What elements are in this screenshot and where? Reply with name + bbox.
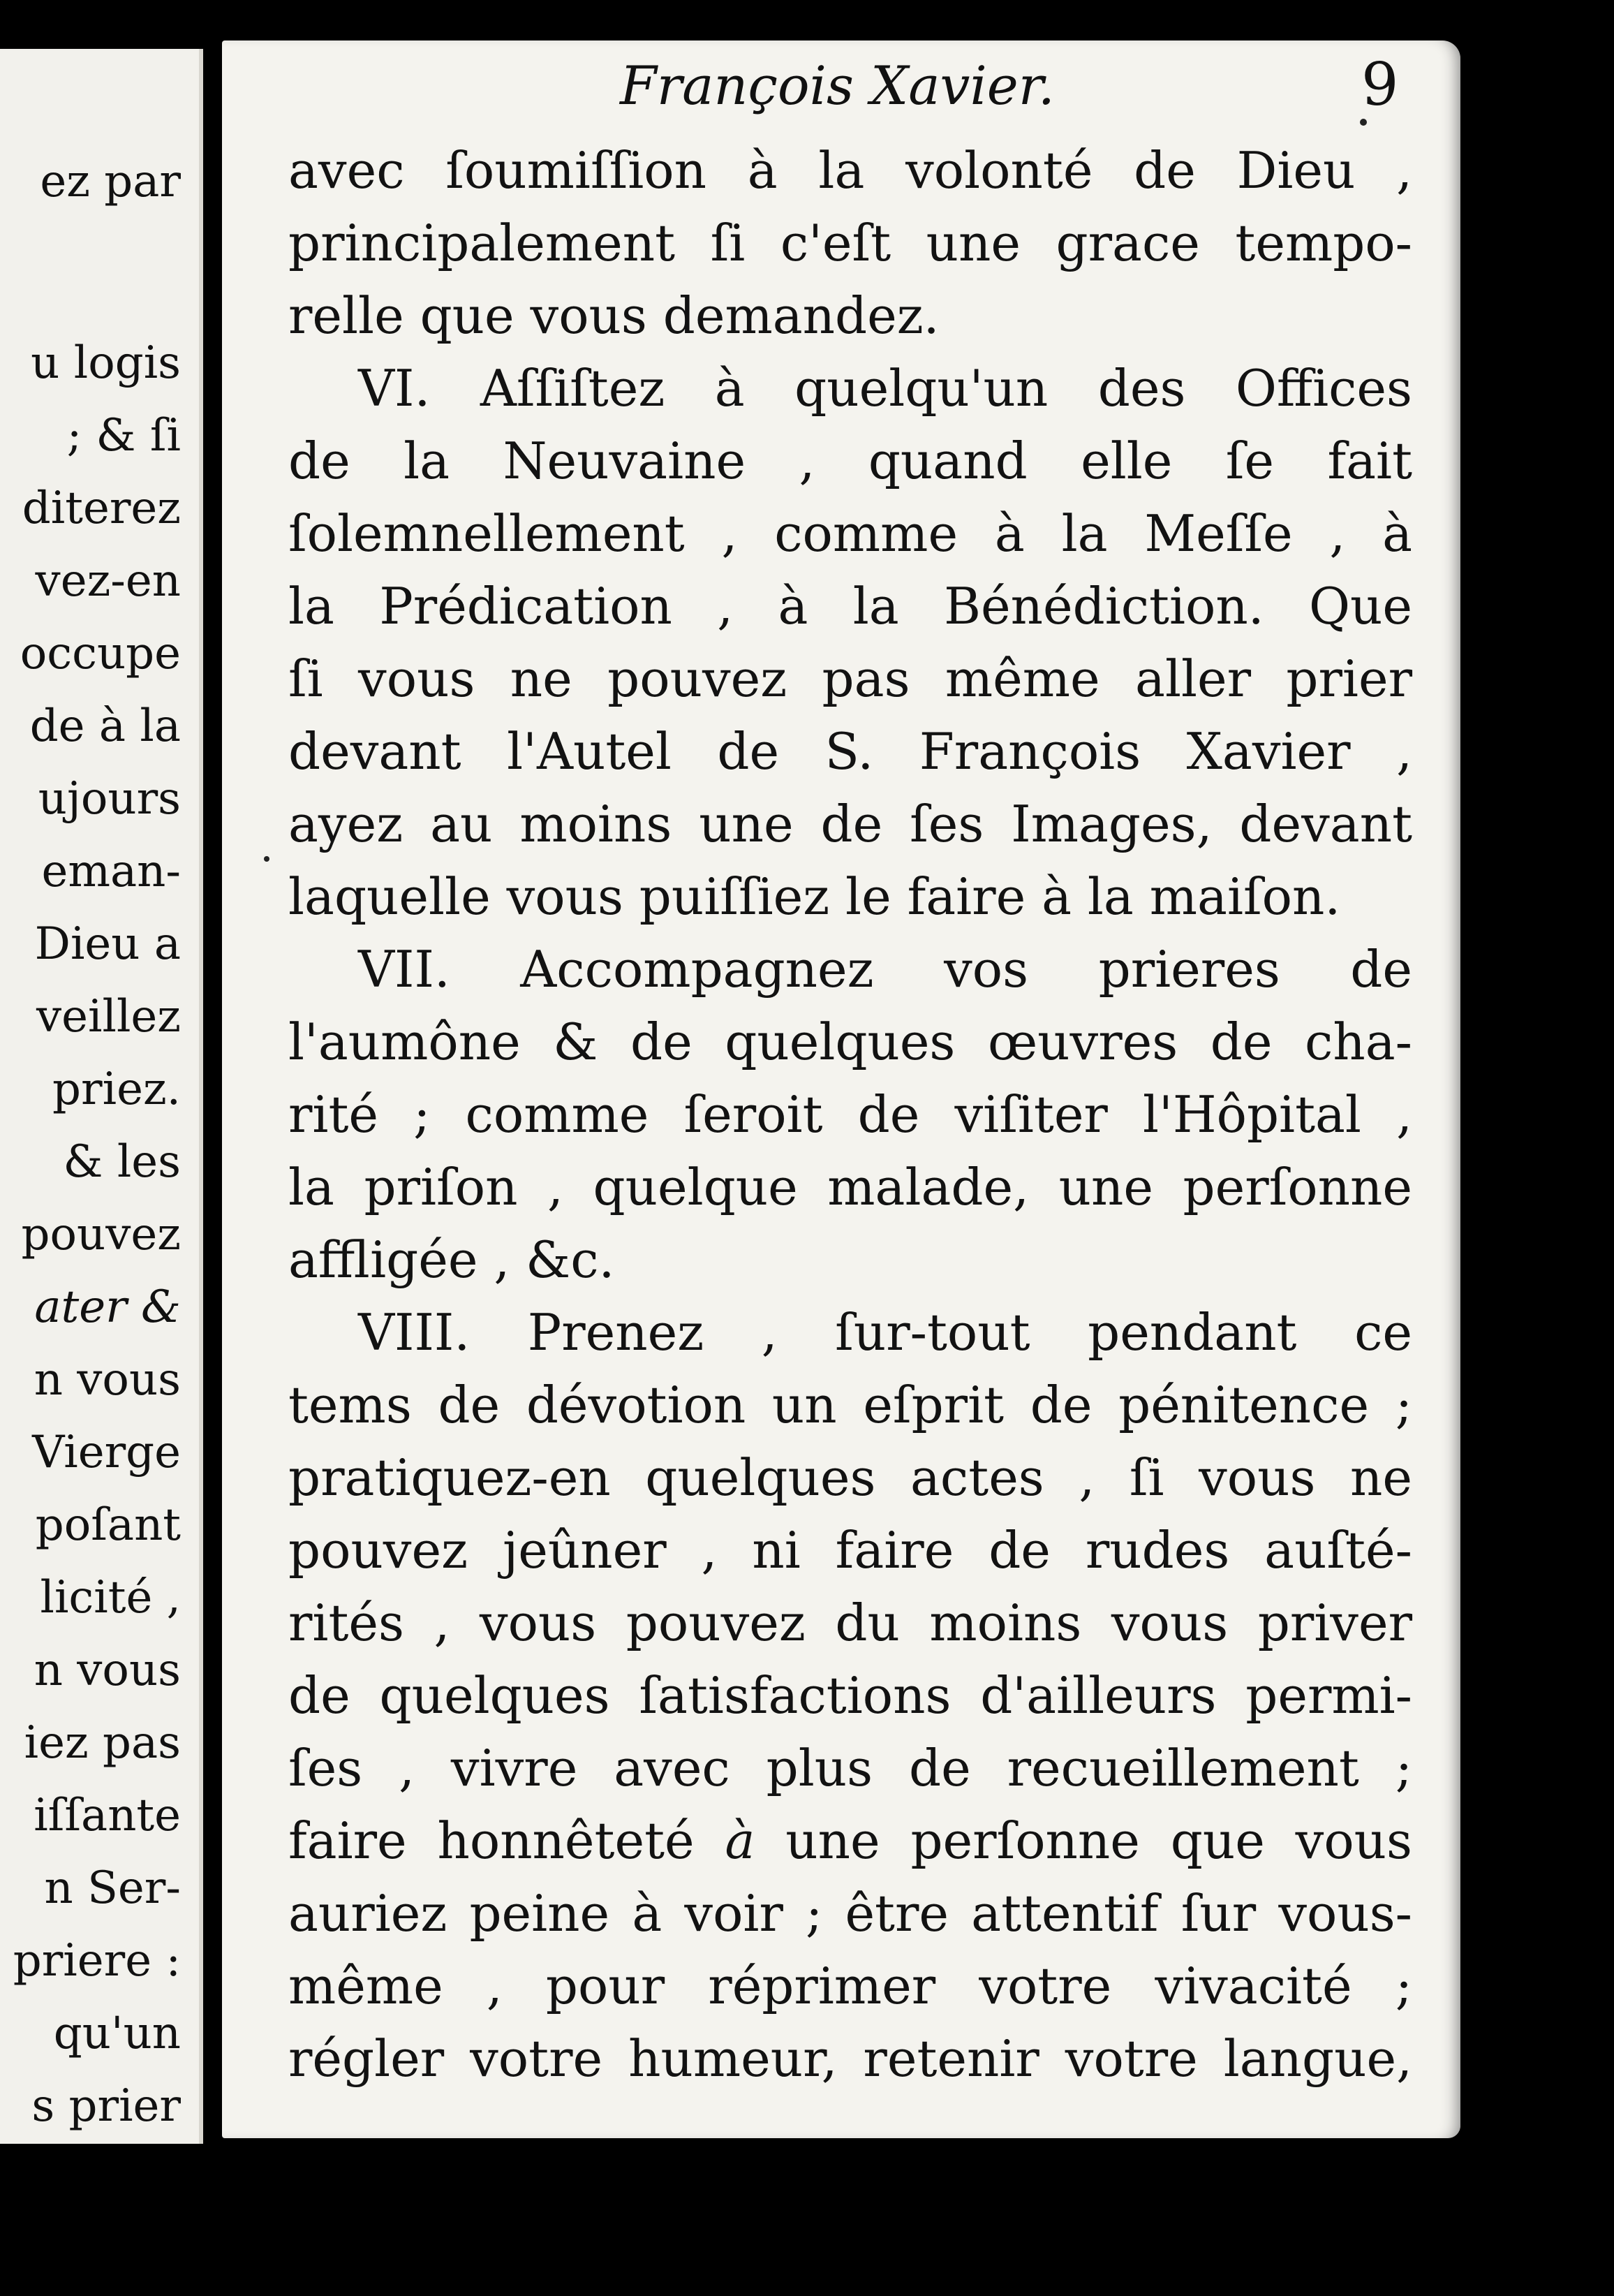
left-line: vez-en [35, 555, 181, 607]
left-line: n Ser- [44, 1862, 181, 1914]
page-header [222, 50, 1460, 131]
left-line: licité , [40, 1572, 181, 1624]
left-line: ez par [40, 156, 181, 207]
text-line: de la Neuvaine , quand elle ſe fait [288, 432, 1412, 490]
text-line: principalement ſi c'eſt une grace tempo- [288, 214, 1412, 272]
text-line: affligée , &c. [288, 1230, 615, 1289]
left-line: Vierge [32, 1427, 181, 1478]
left-line: ujours [38, 773, 181, 825]
text-segment: faire honnêteté [288, 1811, 695, 1870]
text-line: ſolemnellement , comme à la Meſſe , à [288, 504, 1412, 563]
text-line: même , pour réprimer votre vivacité ; [288, 1957, 1412, 2015]
text-line: de quelques ſatisfactions d'ailleurs permi- [288, 1666, 1412, 1725]
left-line: n vous [34, 1354, 181, 1406]
text-line: la Prédication , à la Bénédiction. Que [288, 577, 1412, 635]
text-line: ayez au moins une de ſes Images, devant [288, 795, 1412, 853]
left-line: qu'un [53, 2008, 181, 2059]
text-line: ſi vous ne pouvez pas même aller prier [288, 649, 1412, 708]
text-line [288, 1811, 1412, 1870]
text-line: rité ; comme ſeroit de viſiter l'Hôpital , [288, 1085, 1412, 1144]
left-line: iez pas [24, 1717, 181, 1769]
text-line: devant l'Autel de S. François Xavier , [288, 722, 1412, 781]
left-line: u logis [31, 337, 181, 389]
left-line: ater & [34, 1281, 181, 1333]
left-line: eman- [41, 846, 181, 897]
text-line: VIII. Prenez , ſur-tout pendant ce [358, 1303, 1412, 1362]
left-line: pouvez [21, 1209, 181, 1260]
left-line: veillez [36, 991, 181, 1043]
left-line: occupe [20, 628, 181, 679]
left-line: diterez [22, 483, 181, 534]
text-line: relle que vous demandez. [288, 286, 940, 345]
text-line: pouvez jeûner , ni faire de rudes auſté- [288, 1521, 1412, 1580]
left-line: de à la [29, 700, 181, 752]
ink-speck [1360, 119, 1367, 126]
left-line: priez. [52, 1064, 181, 1115]
text-line: laquelle vous puiſſiez le faire à la maiſon. [288, 867, 1341, 926]
text-line: l'aumône & de quelques œuvres de cha- [288, 1013, 1412, 1071]
left-line: poſant [35, 1499, 181, 1551]
left-line: priere : [13, 1935, 181, 1987]
left-page-fragment [0, 49, 203, 2144]
left-line: & les [63, 1136, 181, 1188]
page-number: 9 [1361, 50, 1399, 119]
italic-word: à [725, 1811, 755, 1870]
left-line: Dieu a [34, 918, 181, 970]
left-line: s prier [31, 2080, 181, 2132]
ink-speck [264, 856, 269, 862]
left-line: iſſante [34, 1790, 181, 1841]
running-title: François Xavier. [620, 54, 1055, 117]
text-segment: une perſonne que vous [785, 1811, 1412, 1870]
text-line: VII. Accompagnez vos prieres de [358, 940, 1412, 999]
text-line: auriez peine à voir ; être attentif ſur vous- [288, 1884, 1412, 1943]
text-line: ſes , vivre avec plus de recueillement ; [288, 1739, 1412, 1797]
text-line: régler votre humeur, retenir votre langue, [288, 2029, 1412, 2088]
text-line: la priſon , quelque malade, une perſonne [288, 1158, 1412, 1216]
text-line: VI. Aſſiſtez à quelqu'un des Offices [358, 359, 1412, 418]
text-line: pratiquez-en quelques actes , ſi vous ne [288, 1448, 1412, 1507]
left-line: ; & ſi [66, 410, 181, 462]
text-line: avec ſoumiſſion à la volonté de Dieu , [288, 141, 1412, 200]
text-line: rités , vous pouvez du moins vous priver [288, 1594, 1412, 1652]
left-line: n vous [34, 1644, 181, 1696]
right-page [222, 41, 1460, 2138]
text-line: tems de dévotion un eſprit de pénitence ; [288, 1376, 1412, 1434]
